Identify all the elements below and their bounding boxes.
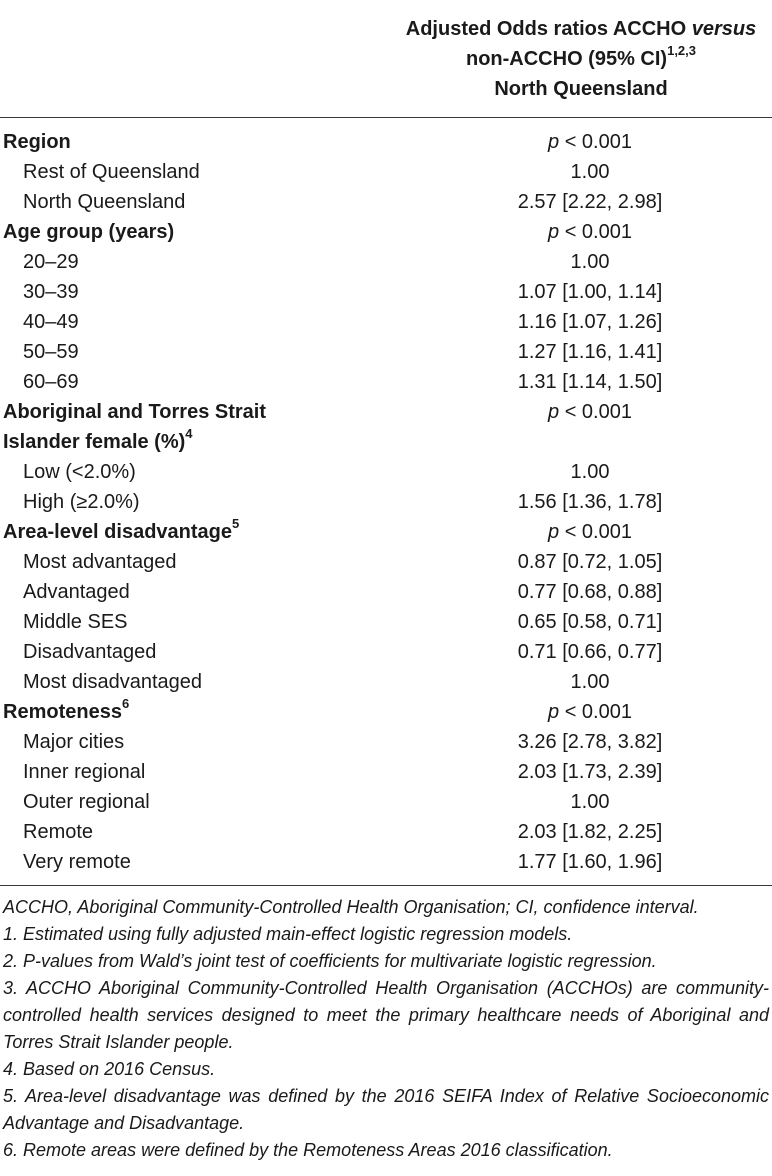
row-value: 0.77 [0.68, 0.88]	[517, 581, 663, 603]
row-label: Rest of Queensland	[23, 161, 200, 183]
column-header-line-3: North Queensland	[494, 78, 668, 100]
row-value: 1.56 [1.36, 1.78]	[517, 491, 663, 513]
row-value: 2.03 [1.73, 2.39]	[517, 761, 663, 783]
table-row-age-40-49	[0, 307, 772, 337]
row-label: Inner regional	[23, 761, 146, 783]
row-label: Remote	[23, 821, 94, 843]
row-value: 1.00	[570, 251, 610, 273]
row-label: Very remote	[23, 851, 131, 873]
row-value: 1.00	[570, 161, 610, 183]
row-label: 50–59	[23, 341, 79, 363]
row-label: 30–39	[23, 281, 79, 303]
row-value: 1.16 [1.07, 1.26]	[517, 311, 663, 333]
row-value: 2.57 [2.22, 2.98]	[517, 191, 663, 213]
table-row-north-queensland	[0, 187, 772, 217]
footnote-abbreviations: ACCHO, Aboriginal Community-Controlled Health Organisation; CI, confidence interval.	[3, 897, 699, 917]
row-value: 1.07 [1.00, 1.14]	[517, 281, 663, 303]
row-label: Area-level disadvantage$^5$	[3, 516, 240, 543]
row-label: Disadvantaged	[23, 641, 157, 663]
table-row-most-disadvantaged	[0, 667, 772, 697]
row-value: p < 0.001	[548, 521, 632, 543]
table-row-age-50-59	[0, 337, 772, 367]
table-row-region	[0, 127, 772, 157]
row-value: p < 0.001	[548, 221, 632, 243]
column-header-footnote-refs: 1,2,3	[667, 43, 697, 59]
footnote-4: 4. Based on 2016 Census.	[3, 1059, 216, 1079]
column-header-line-2: non-ACCHO (95% CI)$^{1,2,3}$	[465, 43, 697, 70]
row-value: p < 0.001	[548, 401, 632, 423]
row-value: 1.00	[570, 461, 610, 483]
row-value: p < 0.001	[548, 131, 632, 153]
row-value: 0.71 [0.66, 0.77]	[517, 641, 663, 663]
row-label: Remoteness$^6$	[3, 696, 130, 723]
row-label: Major cities	[23, 731, 125, 753]
table-row-remote	[0, 817, 772, 847]
table-row-outer-regional	[0, 787, 772, 817]
table-row-advantaged	[0, 577, 772, 607]
row-label: Most advantaged	[23, 551, 177, 573]
table-row-age-20-29	[0, 247, 772, 277]
table-row-age-30-39	[0, 277, 772, 307]
row-label: High (≥2.0%)	[23, 491, 140, 513]
row-label: Middle SES	[23, 611, 128, 633]
row-label: Outer regional	[23, 791, 150, 813]
row-label: Low (<2.0%)	[23, 461, 136, 483]
table-row-remoteness	[0, 697, 772, 727]
footer-rule	[0, 885, 772, 886]
table-row-most-advantaged	[0, 547, 772, 577]
table-row-middle-ses	[0, 607, 772, 637]
header-rule	[0, 117, 772, 118]
row-value: 1.00	[570, 671, 610, 693]
footnote-5: 5. Area-level disadvantage was defined by the 2016 SEIFA Index of Relative Socioeconomic Advantage and Disadvantage.	[3, 1086, 769, 1133]
row-label: Region	[3, 131, 71, 153]
row-label: Advantaged	[23, 581, 130, 603]
table-footnotes	[3, 894, 769, 1164]
table-row-low	[0, 457, 772, 487]
table-row-area-disadvantage	[0, 517, 772, 547]
table-row-atsi-female-cont	[0, 427, 772, 457]
row-value: 1.77 [1.60, 1.96]	[517, 851, 663, 873]
table-header	[0, 0, 772, 118]
row-label: 60–69	[23, 371, 79, 393]
table-row-major-cities	[0, 727, 772, 757]
table-row-inner-regional	[0, 757, 772, 787]
footnote-2: 2. P-values from Wald’s joint test of coefficients for multivariate logistic regression.	[3, 951, 657, 971]
table-body	[0, 127, 772, 877]
table-row-high	[0, 487, 772, 517]
footnote-3: 3. ACCHO Aboriginal Community-Controlled Health Organisation (ACCHOs) are community-controlled health services designed to meet the primary healthcare needs of Aboriginal and Torres Strait Islander people.	[3, 978, 769, 1052]
row-value: 2.03 [1.82, 2.25]	[517, 821, 663, 843]
table-row-age-60-69	[0, 367, 772, 397]
row-value: 1.31 [1.14, 1.50]	[517, 371, 663, 393]
column-header-versus: versus	[691, 18, 757, 40]
column-header-line-1: Adjusted Odds ratios ACCHO versus	[405, 18, 757, 40]
row-label: Islander female (%)$^4$	[3, 426, 193, 453]
table-row-age-group	[0, 217, 772, 247]
row-label: Aboriginal and Torres Strait	[3, 401, 266, 423]
table-row-rest-of-queensland	[0, 157, 772, 187]
row-value: 0.87 [0.72, 1.05]	[517, 551, 663, 573]
footnote-6: 6. Remote areas were defined by the Remoteness Areas 2016 classification.	[3, 1140, 613, 1160]
row-label: North Queensland	[23, 191, 186, 213]
row-label: Most disadvantaged	[23, 671, 203, 693]
row-value: 1.00	[570, 791, 610, 813]
table-row-disadvantaged	[0, 637, 772, 667]
row-label: 40–49	[23, 311, 79, 333]
row-value: 1.27 [1.16, 1.41]	[517, 341, 663, 363]
row-value: p < 0.001	[548, 701, 632, 723]
footnote-1: 1. Estimated using fully adjusted main-effect logistic regression models.	[3, 924, 573, 944]
row-value: 3.26 [2.78, 3.82]	[517, 731, 663, 753]
row-label: Age group (years)	[3, 221, 175, 243]
table-row-very-remote	[0, 847, 772, 877]
table-row-atsi-female	[0, 397, 772, 427]
row-value: 0.65 [0.58, 0.71]	[517, 611, 663, 633]
row-label: 20–29	[23, 251, 79, 273]
